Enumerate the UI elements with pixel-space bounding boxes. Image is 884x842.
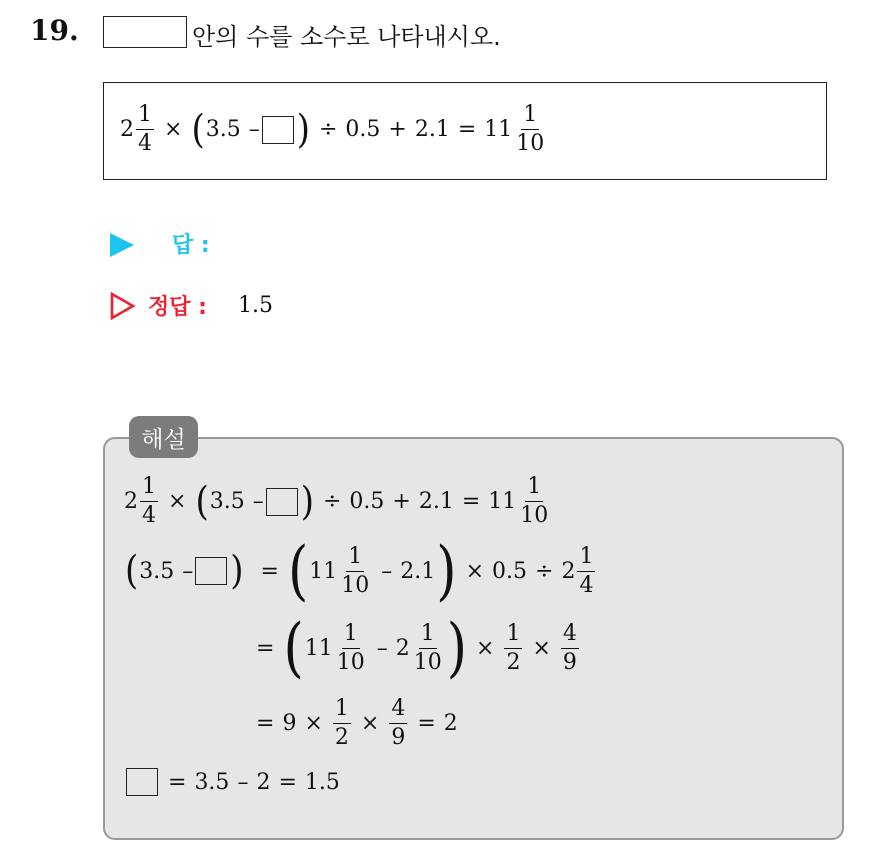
answer-label: 답 : (172, 233, 210, 258)
solution-tab: 해설 (129, 416, 198, 458)
plus-sign: + (388, 117, 407, 142)
unknown-box (266, 488, 298, 516)
rhs-whole: 11 (484, 117, 513, 142)
correct-label: 정답 : (148, 295, 207, 320)
equals-sign: = (457, 117, 477, 142)
correct-triangle-icon (110, 292, 136, 320)
solution-line-1: 2 $\frac{1}{4}$ × ( 3.5 – ) ÷ 0.5 + 2.1 = 11 $\frac{1}{10}$ (124, 474, 549, 528)
left-paren: ( (191, 106, 205, 153)
question-number: 19. (30, 14, 79, 47)
mixed-fraction: $\frac{1}{4}$ (138, 102, 152, 156)
answer-blank-box (103, 16, 187, 48)
mixed-whole: 2 (120, 117, 134, 142)
solution-line-2: ( 3.5 – ) = ( 11 $\frac{1}{10}$ – 2.1 ) × 0.5 ÷ 2 $\frac{1}{4}$ (125, 533, 594, 609)
right-paren: ) (296, 106, 310, 153)
unknown-box (262, 116, 294, 144)
minus-sign: – (248, 117, 260, 142)
answer-triangle-icon (110, 233, 134, 257)
solution-line-5: = 3.5 – 2 = 1.5 (124, 768, 340, 796)
value-b: 0.5 (345, 117, 381, 142)
solution-line-4: = 9 × $\frac{1}{2}$ × $\frac{4}{9}$ = 2 (256, 696, 458, 750)
value-a: 3.5 (205, 117, 241, 142)
rhs-fraction: $\frac{1}{10}$ (516, 102, 545, 156)
correct-value: 1.5 (238, 293, 273, 318)
unknown-box (126, 768, 158, 796)
question-text: 안의 수를 소수로 나타내시오. (192, 23, 501, 51)
times-sign: × (164, 117, 183, 142)
problem-equation (120, 104, 548, 155)
divide-sign: ÷ (318, 117, 338, 142)
unknown-box (195, 557, 227, 585)
value-c: 2.1 (414, 117, 450, 142)
solution-line-3: = ( 11 $\frac{1}{10}$ – 2 $\frac{1}{10}$ ) × $\frac{1}{2}$ × $\frac{4}{9}$ (256, 610, 577, 686)
